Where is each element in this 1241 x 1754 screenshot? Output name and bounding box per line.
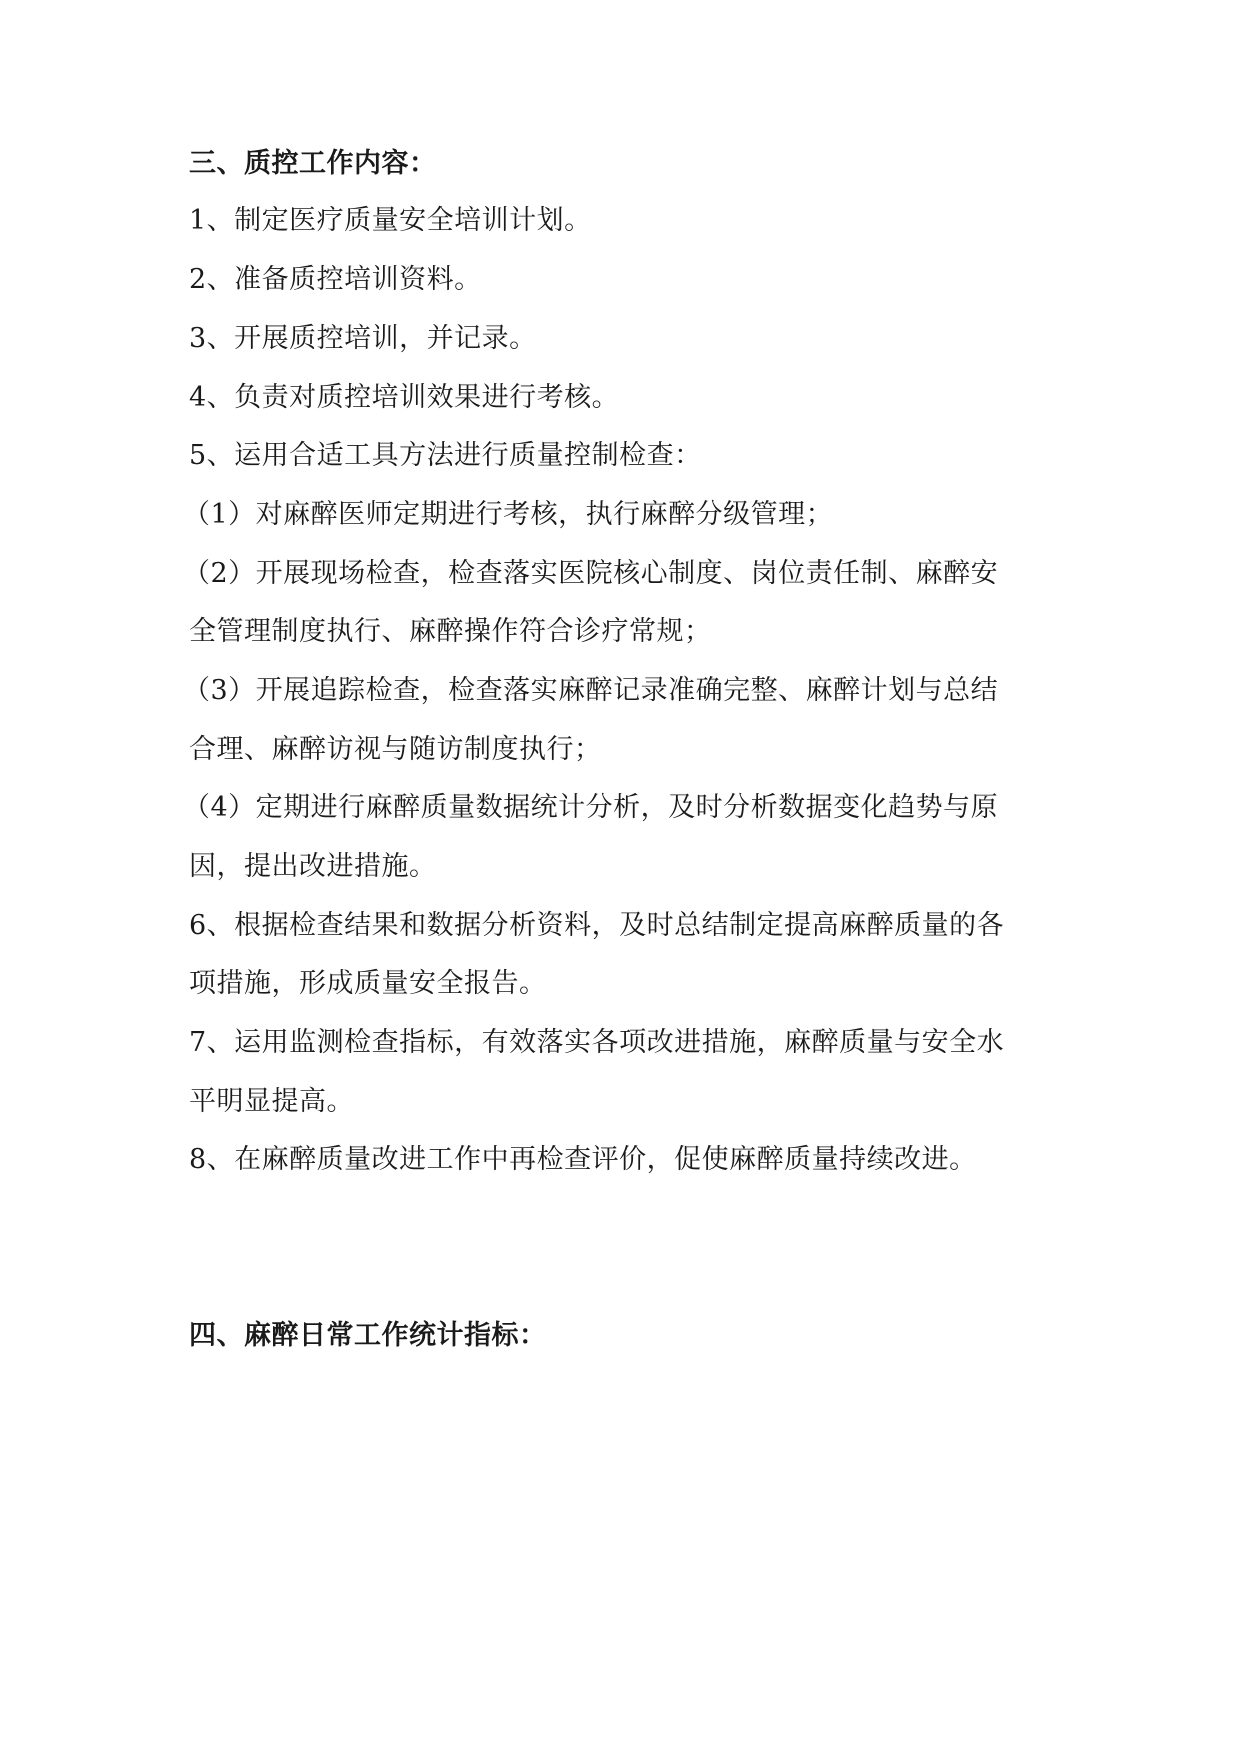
item-4: 4、负责对质控培训效果进行考核。	[189, 382, 620, 413]
subitem-3-line-2: 合理、麻醉访视与随访制度执行；	[189, 734, 602, 765]
item-3: 3、开展质控培训，并记录。	[189, 323, 537, 354]
item-8: 8、在麻醉质量改进工作中再检查评价，促使麻醉质量持续改进。	[189, 1144, 977, 1175]
subitem-4-line-2: 因，提出改进措施。	[189, 851, 437, 882]
section-3-heading: 三、质控工作内容：	[189, 148, 437, 179]
item-7-line-1: 7、运用监测检查指标，有效落实各项改进措施，麻醉质量与安全水	[189, 1027, 1005, 1058]
item-6-line-2: 项措施，形成质量安全报告。	[189, 968, 547, 999]
item-6-line-1: 6、根据检查结果和数据分析资料，及时总结制定提高麻醉质量的各	[189, 910, 1005, 941]
subitem-2-line-1: （2）开展现场检查，检查落实医院核心制度、岗位责任制、麻醉安	[183, 558, 999, 589]
subitem-2-line-2: 全管理制度执行、麻醉操作符合诊疗常规；	[189, 616, 712, 647]
item-1: 1、制定医疗质量安全培训计划。	[189, 205, 592, 236]
subitem-4-line-1: （4）定期进行麻醉质量数据统计分析，及时分析数据变化趋势与原	[183, 792, 999, 823]
item-7-line-2: 平明显提高。	[189, 1086, 354, 1117]
subitem-1: （1）对麻醉医师定期进行考核，执行麻醉分级管理；	[183, 499, 834, 530]
subitem-3-line-1: （3）开展追踪检查，检查落实麻醉记录准确完整、麻醉计划与总结	[183, 675, 999, 706]
item-5: 5、运用合适工具方法进行质量控制检查：	[189, 440, 702, 471]
section-4-heading: 四、麻醉日常工作统计指标：	[189, 1320, 547, 1351]
item-2: 2、准备质控培训资料。	[189, 264, 482, 295]
